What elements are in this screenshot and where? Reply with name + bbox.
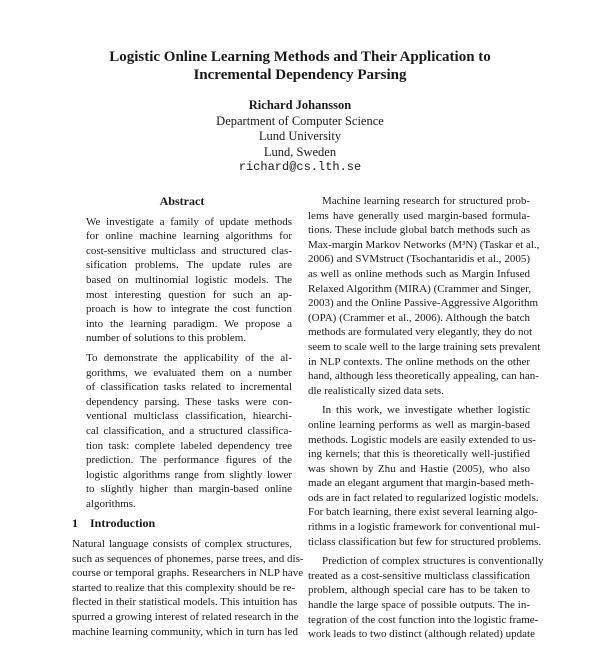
body-line: Machine learning research for structured prob- <box>322 195 530 207</box>
body-line: was shown by Zhu and Hastie (2005), who also <box>308 462 530 475</box>
body-line: as well as online methods such as Margin Infused <box>308 267 530 280</box>
section-number: 1 <box>72 516 78 531</box>
intro-line: such as sequences of phonemes, parse trees, and dis- <box>72 552 304 565</box>
body-line: 2003) and the Online Passive-Aggressive Algorithm <box>308 297 539 310</box>
introduction-paragraph <box>72 537 304 639</box>
body-line: in NLP contexts. The online methods on the other <box>308 355 530 368</box>
body-line: handle the large space of possible outputs. The in- <box>308 599 530 612</box>
abstract-line: gorithms, we evaluated them on a number <box>86 366 292 379</box>
introduction-heading <box>72 516 292 531</box>
body-line: For batch learning, there exist several learning algo- <box>308 506 538 519</box>
abstract-line: proach is how to integrate the cost function <box>86 303 292 316</box>
body-line: (OPA) (Crammer et al., 2006). Although the batch <box>308 311 530 324</box>
affiliation-location: Lund, Sweden <box>263 144 337 159</box>
body-line: In this work, we investigate whether logistic <box>322 404 530 417</box>
left-column <box>72 194 304 639</box>
intro-line: Natural language consists of complex structures, <box>72 538 292 551</box>
body-line: Prediction of complex structures is conventionally <box>322 555 544 568</box>
abstract-line: algorithms. <box>86 497 136 510</box>
body-line: made an elegant argument that margin-based meth- <box>308 477 534 490</box>
body-line: tegration of the cost function into the logistic frame- <box>308 613 539 626</box>
body-line: hand, although less theoretically appealing, can han- <box>308 370 539 383</box>
body-line: rithms in a logistic framework for conventional mul- <box>308 521 540 534</box>
body-line: tions. These include global batch methods such as <box>308 224 530 237</box>
intro-line: started to realize that this complexity should be re- <box>72 581 295 594</box>
right-paragraph-2 <box>308 403 542 549</box>
body-line: 2006) and SVMstruct (Tsochantaridis et al., 2005) <box>308 253 530 266</box>
abstract-line: cost-sensitive multiclass and structured clas- <box>86 244 292 257</box>
body-line: treated as a cost-sensitive multiclass classification <box>308 569 530 582</box>
abstract-heading: Abstract <box>159 194 205 208</box>
intro-line: spurred a growing interest of related research in the <box>72 611 299 624</box>
body-line: Max-margin Markov Networks (M³N) (Taskar et al., <box>308 238 540 251</box>
section-title: Introduction <box>90 516 156 531</box>
body-line: seem to scale well to the large training sets prevalent <box>308 340 541 353</box>
right-column <box>308 194 544 647</box>
title-line-1: Logistic Online Learning Methods and Their Application to <box>109 49 491 65</box>
intro-line: flected in their statistical models. This intuition has <box>72 596 298 609</box>
abstract-line: sification problems. The update rules are <box>86 259 292 272</box>
body-line: online learning performs as well as margin-based <box>308 418 530 431</box>
abstract-line: for online machine learning algorithms for <box>86 230 292 243</box>
affiliation-department: Department of Computer Science <box>216 113 384 128</box>
body-line: methods are formulated very elegantly, they do not <box>308 326 533 339</box>
abstract-line: We investigate a family of update methods <box>86 215 292 228</box>
abstract-line: logistic algorithms range from slightly lower <box>86 468 292 481</box>
abstract-line: number of solutions to this problem. <box>86 332 247 345</box>
abstract-line: ventional multiclass classification, hiearchi- <box>86 410 292 423</box>
abstract-line: tion task: complete labeled dependency tree <box>86 439 292 452</box>
abstract-line: of classification tasks related to incremental <box>86 381 292 394</box>
abstract-line: prediction. The performance figures of the <box>86 454 292 467</box>
abstract-line: to slightly higher than margin-based online <box>86 483 292 496</box>
author-block <box>100 98 500 176</box>
abstract-line: based on multinomial logistic models. The <box>86 273 292 286</box>
right-paragraph-1 <box>308 194 541 398</box>
paper-title <box>60 48 540 84</box>
body-line: Relaxed Algorithm (MIRA) (Crammer and Singer, <box>308 282 532 295</box>
body-line: ods are in fact related to regularized logistic models. <box>308 491 539 504</box>
abstract-body <box>72 215 292 512</box>
body-line: work leads to two distinct (although related) update <box>308 628 535 641</box>
body-line: ticlass classification but few for structured problems. <box>308 535 542 548</box>
abstract-line: most interesting question for such an ap- <box>86 288 292 301</box>
body-line: lems have generally used margin-based formula- <box>308 209 530 222</box>
body-line: dle realistically sized data sets. <box>308 384 444 397</box>
intro-line: course or temporal graphs. Researchers in NLP have <box>72 567 304 580</box>
abstract-line: cal classification, and a structured classifica- <box>86 424 292 437</box>
body-line: ing kernels; that this is theoretically well-justified <box>308 448 530 461</box>
affiliation-university: Lund University <box>258 129 342 143</box>
abstract-line: To demonstrate the applicability of the al- <box>86 351 292 364</box>
abstract-line: into the learning paradigm. We propose a <box>86 317 292 330</box>
body-line: methods. Logistic models are easily extended to us- <box>308 433 536 446</box>
author-name: Richard Johansson <box>248 98 352 112</box>
abstract-line: dependency parsing. These tasks were con- <box>86 395 292 408</box>
abstract-paragraph-2 <box>86 351 292 512</box>
right-paragraph-3 <box>308 554 544 642</box>
author-email: richard@cs.lth.se <box>238 160 362 174</box>
abstract-paragraph-1 <box>86 215 292 346</box>
intro-line: machine learning community, which in turn has led <box>72 625 298 638</box>
body-line: problem, although special care has to be taken to <box>308 584 530 597</box>
title-line-2: Incremental Dependency Parsing <box>193 67 407 83</box>
